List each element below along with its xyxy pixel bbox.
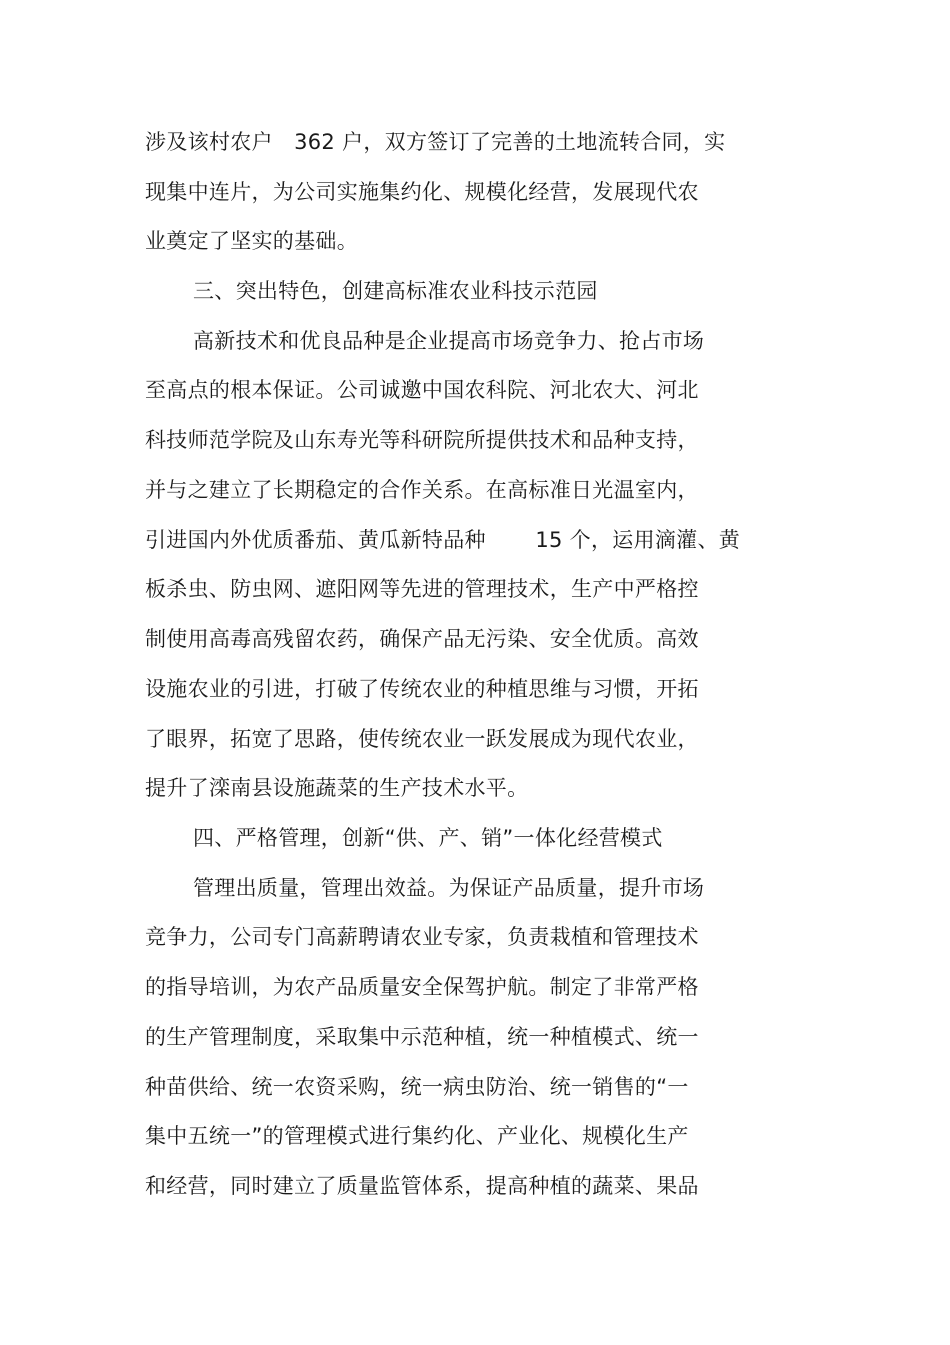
paragraph-line: 引进国内外优质番茄、黄瓜新特品种 15 个，运用滴灌、黄 — [145, 528, 741, 552]
paragraph-line: 了眼界，拓宽了思路，使传统农业一跃发展成为现代农业， — [145, 727, 699, 751]
paragraph-line: 的指导培训，为农产品质量安全保驾护航。制定了非常严格 — [145, 975, 699, 999]
paragraph-line: 竞争力，公司专门高薪聘请农业专家，负责栽植和管理技术 — [145, 925, 699, 949]
paragraph-line: 设施农业的引进，打破了传统农业的种植思维与习惯，开拓 — [145, 677, 699, 701]
paragraph-line: 种苗供给、统一农资采购，统一病虫防治、统一销售的“一 — [145, 1075, 689, 1099]
paragraph-line: 管理出质量，管理出效益。为保证产品质量，提升市场 — [193, 876, 705, 900]
paragraph-line: 科技师范学院及山东寿光等科研院所提供技术和品种支持， — [145, 428, 699, 452]
paragraph-line: 现集中连片，为公司实施集约化、规模化经营，发展现代农 — [145, 180, 699, 204]
paragraph-line: 板杀虫、防虫网、遮阳网等先进的管理技术，生产中严格控 — [145, 577, 699, 601]
section-heading: 三、突出特色，创建高标准农业科技示范园 — [193, 279, 598, 303]
paragraph-line: 高新技术和优良品种是企业提高市场竞争力、抢占市场 — [193, 329, 705, 353]
paragraph-line: 的生产管理制度，采取集中示范种植，统一种植模式、统一 — [145, 1025, 699, 1049]
paragraph-line: 并与之建立了长期稳定的合作关系。在高标准日光温室内， — [145, 478, 699, 502]
paragraph-line: 业奠定了坚实的基础。 — [145, 229, 358, 253]
paragraph-line: 至高点的根本保证。公司诚邀中国农科院、河北农大、河北 — [145, 378, 699, 402]
paragraph-line: 提升了滦南县设施蔬菜的生产技术水平。 — [145, 776, 529, 800]
paragraph-line: 和经营，同时建立了质量监管体系，提高种植的蔬菜、果品 — [145, 1174, 699, 1198]
paragraph-line: 集中五统一”的管理模式进行集约化、产业化、规模化生产 — [145, 1124, 689, 1148]
paragraph-line: 涉及该村农户 362 户，双方签订了完善的土地流转合同，实 — [145, 130, 726, 154]
paragraph-line: 制使用高毒高残留农药，确保产品无污染、安全优质。高效 — [145, 627, 699, 651]
section-heading: 四、严格管理，创新“供、产、销”一体化经营模式 — [193, 826, 663, 850]
